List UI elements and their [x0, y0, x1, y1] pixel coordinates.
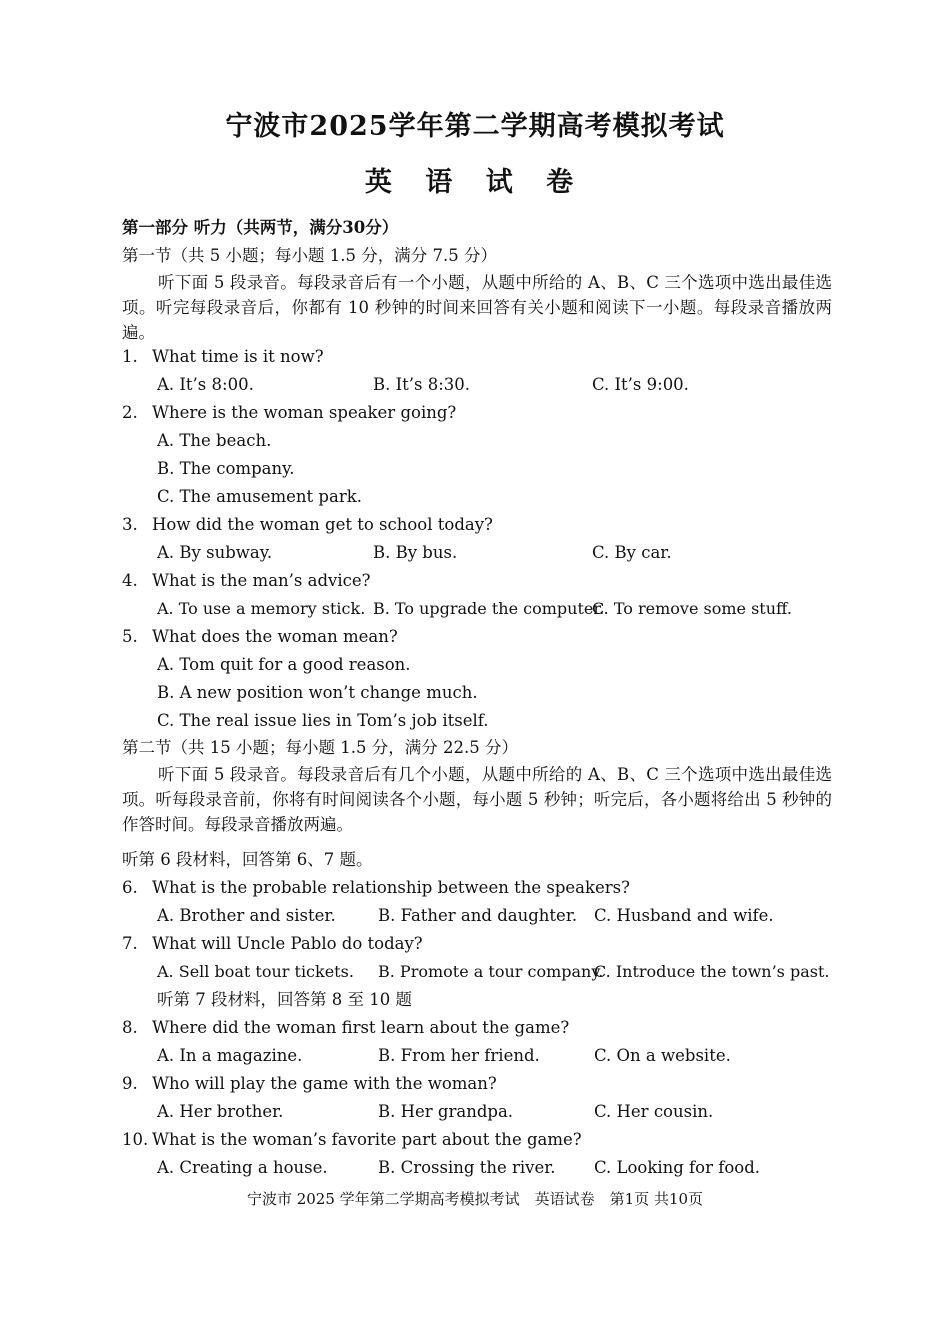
q10-option-b: B. Crossing the river.: [378, 1158, 556, 1177]
question-number: 4.: [122, 571, 138, 590]
q3-option-b: B. By bus.: [373, 543, 458, 562]
question-9: [122, 1074, 497, 1094]
question-text: What is the probable relationship between the speakers?: [152, 878, 630, 897]
q10-option-a: A. Creating a house.: [157, 1158, 328, 1177]
q2-option-b: B. The company.: [157, 459, 295, 478]
question-8: [122, 1018, 569, 1038]
q5-option-b: B. A new position won’t change much.: [157, 683, 478, 702]
exam-subtitle: 英 语 试 卷: [364, 167, 586, 198]
question-number: 9.: [122, 1074, 138, 1093]
question-text: What time is it now?: [152, 347, 324, 366]
question-7: [122, 934, 423, 954]
q7-option-b: B. Promote a tour company.: [378, 962, 604, 981]
q6-option-a: A. Brother and sister.: [157, 906, 336, 925]
question-5: [122, 627, 398, 647]
part1-heading: 第一部分 听力（共两节，满分30分）: [122, 218, 399, 237]
q6-option-b: B. Father and daughter.: [378, 906, 578, 925]
question-number: 5.: [122, 627, 138, 646]
q5-option-a: A. Tom quit for a good reason.: [157, 655, 411, 674]
question-number: 1.: [122, 347, 138, 366]
q10-option-c: C. Looking for food.: [594, 1158, 761, 1177]
section1-instructions: 听下面 5 段录音。每段录音后有一个小题，从题中所给的 A、B、C 三个选项中选出最佳选项。听完每段录音后，你都有 10 秒钟的时间来回答有关小题和阅读下一小题。每段录音播放两遍。: [122, 273, 832, 342]
q3-option-a: A. By subway.: [157, 543, 273, 562]
section2-heading: 第二节（共 15 小题；每小题 1.5 分，满分 22.5 分）: [122, 738, 518, 757]
q3-option-c: C. By car.: [592, 543, 672, 562]
question-6: [122, 878, 630, 898]
question-text: What is the woman’s favorite part about the game?: [152, 1130, 582, 1149]
question-text: Who will play the game with the woman?: [152, 1074, 497, 1093]
question-number: 10.: [122, 1130, 149, 1149]
q4-option-a: A. To use a memory stick.: [157, 599, 366, 618]
q7-option-c: C. Introduce the town’s past.: [594, 962, 830, 981]
material-6-heading: 听第 6 段材料，回答第 6、7 题。: [122, 850, 373, 869]
q1-option-c: C. It’s 9:00.: [592, 375, 689, 394]
q9-option-a: A. Her brother.: [157, 1102, 284, 1121]
section2-instructions: 听下面 5 段录音。每段录音后有几个小题，从题中所给的 A、B、C 三个选项中选出最佳选项。听每段录音前，你将有时间阅读各个小题，每小题 5 秒钟；听完后，各小题将给出 5 秒钟的作答时间。每段录音播放两遍。: [122, 765, 832, 834]
q9-option-c: C. Her cousin.: [594, 1102, 714, 1121]
question-text: Where is the woman speaker going?: [152, 403, 457, 422]
q7-option-a: A. Sell boat tour tickets.: [157, 962, 354, 981]
question-3: [122, 515, 493, 535]
q8-option-a: A. In a magazine.: [157, 1046, 303, 1065]
question-number: 7.: [122, 934, 138, 953]
q9-option-b: B. Her grandpa.: [378, 1102, 514, 1121]
q4-option-b: B. To upgrade the computer.: [373, 599, 605, 618]
q6-option-c: C. Husband and wife.: [594, 906, 774, 925]
question-number: 3.: [122, 515, 138, 534]
question-number: 2.: [122, 403, 138, 422]
question-10: [122, 1130, 582, 1150]
q1-option-b: B. It’s 8:30.: [373, 375, 471, 394]
page-footer: 宁波市 2025 学年第二学期高考模拟考试 英语试卷 第1页 共10页: [246, 1190, 704, 1208]
question-text: How did the woman get to school today?: [152, 515, 493, 534]
q2-option-a: A. The beach.: [157, 431, 272, 450]
q8-option-b: B. From her friend.: [378, 1046, 540, 1065]
q1-option-a: A. It’s 8:00.: [157, 375, 254, 394]
material-7-heading: 听第 7 段材料，回答第 8 至 10 题: [157, 990, 412, 1009]
q8-option-c: C. On a website.: [594, 1046, 731, 1065]
question-text: What is the man’s advice?: [152, 571, 371, 590]
question-number: 6.: [122, 878, 138, 897]
exam-title: 宁波市2025学年第二学期高考模拟考试: [225, 111, 725, 142]
question-number: 8.: [122, 1018, 138, 1037]
q5-option-c: C. The real issue lies in Tom’s job itself.: [157, 711, 489, 730]
question-1: [122, 347, 324, 367]
question-4: [122, 571, 370, 591]
q4-option-c: C. To remove some stuff.: [592, 599, 792, 618]
question-2: [122, 403, 456, 423]
question-text: What does the woman mean?: [152, 627, 398, 646]
question-text: Where did the woman first learn about the game?: [152, 1018, 570, 1037]
q2-option-c: C. The amusement park.: [157, 487, 362, 506]
question-text: What will Uncle Pablo do today?: [152, 934, 423, 953]
section1-heading: 第一节（共 5 小题；每小题 1.5 分，满分 7.5 分）: [122, 246, 497, 265]
